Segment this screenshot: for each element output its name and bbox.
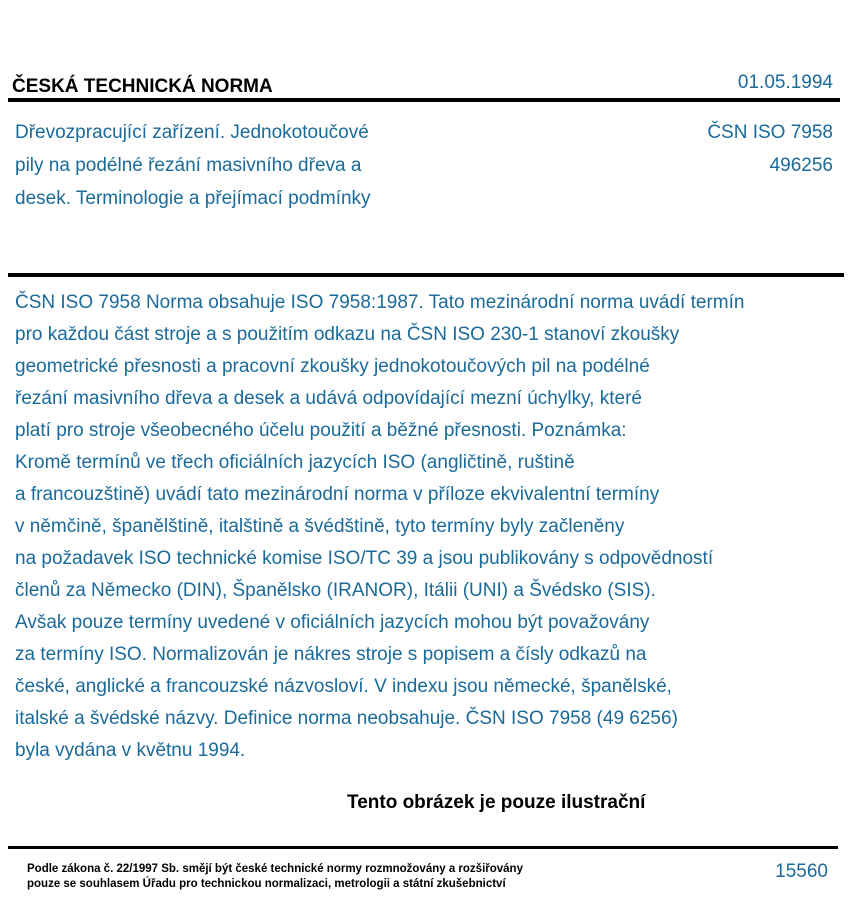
standard-identifiers (707, 116, 833, 182)
illustration-note: Tento obrázek je pouze ilustrační (347, 792, 646, 813)
abstract-line: Kromě termínů ve třech oficiálních jazycích ISO (angličtině, ruštině (15, 452, 575, 473)
standard-title (15, 116, 371, 215)
document-header-title: ČESKÁ TECHNICKÁ NORMA (12, 76, 273, 97)
abstract-text (15, 287, 744, 767)
abstract-line: v němčině, španělštině, italštině a švédštině, tyto termíny byly začleněny (15, 516, 625, 537)
standard-title-line: Dřevozpracující zařízení. Jednokotoučové (15, 122, 369, 143)
abstract-line: byla vydána v květnu 1994. (15, 740, 246, 761)
abstract-line: řezání masivního dřeva a desek a udává odpovídající mezní úchylky, které (15, 388, 642, 409)
footer-divider (8, 846, 838, 849)
standard-title-line: desek. Terminologie a přejímací podmínky (15, 188, 371, 209)
legal-notice (27, 862, 523, 892)
abstract-line: členů za Německo (DIN), Španělsko (IRANOR), Itálii (UNI) a Švédsko (SIS). (15, 580, 656, 601)
document-number: 15560 (775, 861, 828, 882)
legal-notice-line: pouze se souhlasem Úřadu pro technickou normalizaci, metrologii a státní zkušebnictví (27, 878, 506, 890)
legal-notice-line: Podle zákona č. 22/1997 Sb. smějí být české technické normy rozmnožovány a rozšiřovány (27, 863, 523, 875)
standard-class-number: 496256 (769, 155, 833, 176)
standard-designation: ČSN ISO 7958 (707, 122, 833, 143)
abstract-line: za termíny ISO. Normalizován je nákres stroje s popisem a čísly odkazů na (15, 644, 647, 665)
abstract-line: české, anglické a francouzské názvosloví. V indexu jsou německé, španělské, (15, 676, 672, 697)
abstract-line: platí pro stroje všeobecného účelu použití a běžné přesnosti. Poznámka: (15, 420, 627, 441)
abstract-line: a francouzštině) uvádí tato mezinárodní norma v příloze ekvivalentní termíny (15, 484, 660, 505)
abstract-line: Avšak pouze termíny uvedené v oficiálních jazycích mohou být považovány (15, 612, 650, 633)
abstract-line: ČSN ISO 7958 Norma obsahuje ISO 7958:1987. Tato mezinárodní norma uvádí termín (15, 292, 745, 313)
section-divider (8, 273, 844, 277)
abstract-line: pro každou část stroje a s použitím odkazu na ČSN ISO 230-1 stanoví zkoušky (15, 324, 680, 345)
publication-date: 01.05.1994 (737, 72, 833, 93)
abstract-line: italské a švédské názvy. Definice norma neobsahuje. ČSN ISO 7958 (49 6256) (15, 708, 678, 729)
standard-title-line: pily na podélné řezání masivního dřeva a (15, 155, 362, 176)
header-divider (8, 98, 840, 102)
abstract-line: na požadavek ISO technické komise ISO/TC 39 a jsou publikovány s odpovědností (15, 548, 714, 569)
abstract-line: geometrické přesnosti a pracovní zkoušky jednokotoučových pil na podélné (15, 356, 650, 377)
